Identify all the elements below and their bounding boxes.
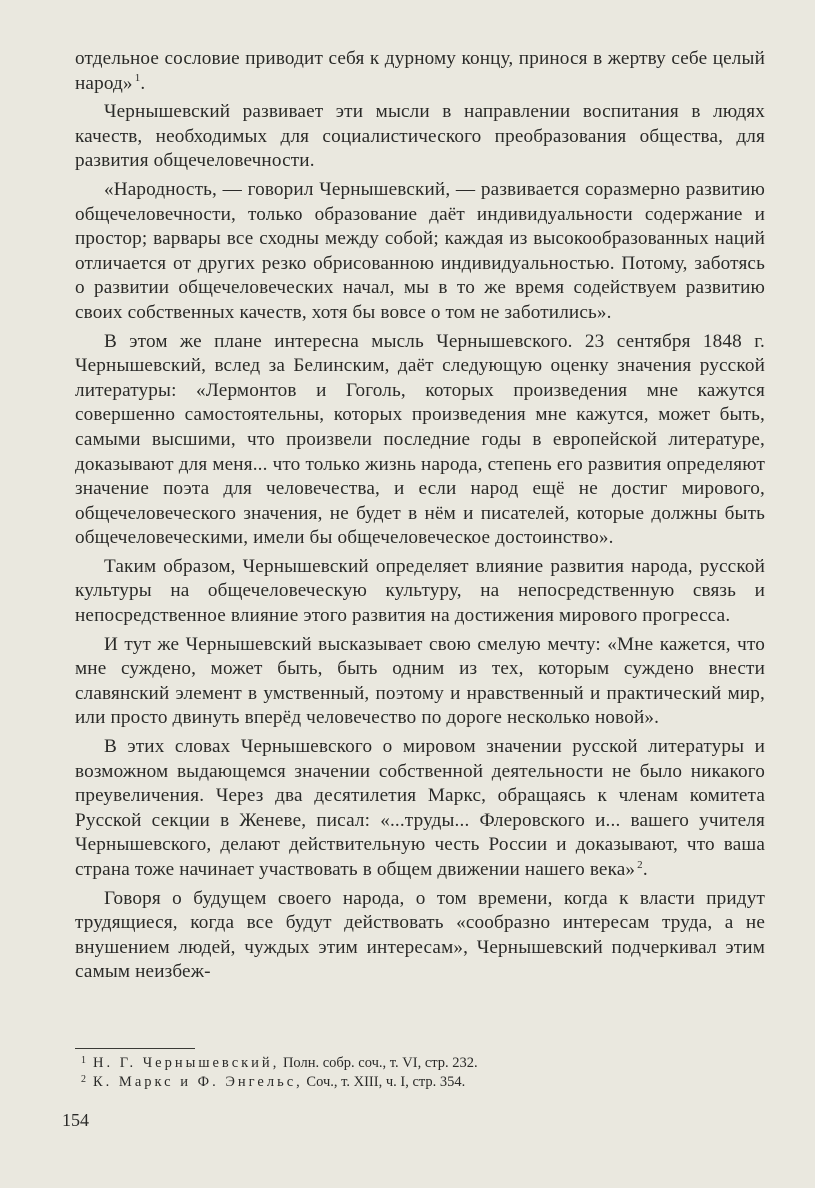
footnote-ref-2: 2 [637, 858, 643, 871]
footnotes [75, 1054, 765, 1092]
footnote-divider [75, 1048, 195, 1049]
footnote-author: Н. Г. Чернышевский, [93, 1055, 280, 1071]
footnote-1 [75, 1054, 765, 1073]
paragraph-6: И тут же Чернышевский высказывает свою смелую мечту: «Мне кажется, что мне суждено, может быть, быть одним из тех, которым суждено внести славянский элемент в умственный, поэтому и нравственный и практический мир, или просто двинуть вперёд человечество по дороге несколько новой». [75, 633, 765, 729]
paragraph-5: Таким образом, Чернышевский определяет влияние развития народа, русской культуры на общечеловеческую культуру, на непосредственную связь и непосредственное влияние этого развития на достижения мирового прогресса. [75, 555, 765, 627]
footnote-2 [75, 1073, 765, 1092]
paragraph-3: «Народность, — говорил Чернышевский, — развивается соразмерно развитию общечеловечности, только образование даёт индивидуальности содержание и простор; варвары все сходны между собой; каждая из высокообразованных наций отличается от других резко обрисованною индивидуальностью. Потому, заботясь о развитии общечеловеческих начал, мы в то же время содействуем развитию своих собственных качеств, хотя бы вовсе о том не заботились». [75, 178, 765, 323]
footnote-number: 1 [81, 1055, 86, 1066]
paragraph-2: Чернышевский развивает эти мысли в направлении воспитания в людях качеств, необходимых для социалистического преобразования общества, для развития общечеловечности. [75, 101, 765, 172]
page-number: 154 [62, 1110, 89, 1130]
footnote-ref-1: 1 [134, 72, 141, 85]
footnote-reference: Соч., т. XIII, ч. I, стр. 354. [302, 1074, 466, 1090]
footnote-author: К. Маркс и Ф. Энгельс, [93, 1074, 303, 1090]
body-text [75, 47, 765, 989]
paragraph-1: отдельное сословие приводит себя к дурному концу, принося в жертву себе целый народ» $^1$. [75, 48, 765, 94]
paragraph-4: В этом же плане интересна мысль Чернышевского. 23 сентября 1848 г. Чернышевский, вслед за Белинским, даёт следующую оценку значения русской литературы: «Лермонтов и Гоголь, которых произведения мне кажутся совершенно самостоятельны, которых произведения мне кажутся, может быть, самыми высшими, что произвели последние годы в европейской литературе, доказывают для меня... что только жизнь народа, степень его развития определяют значение поэта для человечества, и если народ ещё не достиг мирового, общечеловеческого значения, не будет в нём и писателей, которые должны быть общечеловеческими, имели бы общечеловеческое достоинство». [75, 330, 765, 549]
paragraph-7: В этих словах Чернышевского о мировом значении русской литературы и возможном выдающемся значении собственной деятельности не было никакого преувеличения. Через два десятилетия Маркс, обращаясь к членам комитета Русской секции в Женеве, писал: «...труды... Флеровского и... вашего учителя Чернышевского, делают действительную честь России и доказывают, что ваша страна тоже начинает участвовать в общем движении нашего века» $^2$. [75, 736, 765, 880]
footnote-number: 2 [81, 1074, 86, 1085]
footnote-reference: Полн. собр. соч., т. VI, стр. 232. [279, 1055, 478, 1071]
paragraph-8: Говоря о будущем своего народа, о том времени, когда к власти придут трудящиеся, когда все будут действовать «сообразно интересам труда, а не внушением людей, чуждых этим интересам», Чернышевский подчеркивал этим самым неизбеж- [75, 887, 765, 983]
